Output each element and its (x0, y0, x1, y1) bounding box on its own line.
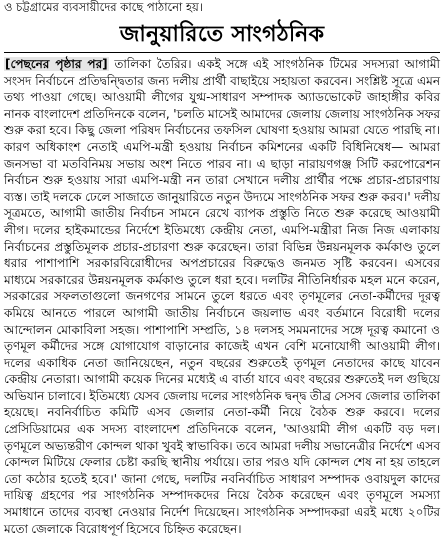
headline-rule (4, 52, 440, 53)
continued-tag: [পেছনের পৃষ্ঠার পর] (5, 57, 108, 71)
top-fragment: ও চট্টগ্রামের ব্যবসায়ীদের কাছে পাঠানো হয়। (4, 0, 203, 14)
article-text: তালিকা তৈরির। একই সঙ্গে এই সাংগঠনিক টিমের সদস্যরা আগামী সংসদ নির্বাচনে প্রতিদ্বন্দ্বিতার জন্য দলীয় প্রার্থী বাছাইয়ে সহায়তা করবেন। সংশ্লিষ্ট সূত্রে এমন তথ্য পাওয়া গেছে। আওয়ামী লীগের যুগ্ম-সাধারণ সম্পাদক অ্যাডভোকেট জাহাঙ্গীর কবির নানক বাংলাদেশ প্রতিদিনকে বলেন, 'চলতি মাসেই আমাদের জেলায় জেলায় সাংগঠনিক সফর শুরু করা হবে। কিছু জেলা পরিষদ নির্বাচনের তফসিল ঘোষণা হওয়ায় আমরা যেতে পারছি না। কারণ অধিকাংশ নেতাই এমপি-মন্ত্রী হওয়ায় নির্বাচন কমিশনের একটি বিধিনিষেধ— আমরা জনসভা বা মতবিনিময় সভায় অংশ নিতে পারব না। এ ছাড়া নারায়ণগঞ্জ সিটি করপোরেশন নির্বাচন শুরু হওয়ায় সারা এমপি-মন্ত্রী নন তারা সেখানে দলীয় প্রার্থীর পক্ষে প্রচার-প্রচারণায় ব্যস্ত। তাই দলকে ঢেলে সাজাতে জানুয়ারিতে নতুন উদ্যমে সাংগঠনিক সফর শুরু করব।' দলীয় সূত্রমতে, আগামী জাতীয় নির্বাচন সামনে রেখে ব্যাপক প্রস্তুতি নিতে শুরু করেছে আওয়ামী লীগ। দলের হাইকমান্ডের নির্দেশে ইতিমধ্যে কেন্দ্রীয় নেতা, এমপি-মন্ত্রীরা নিজ নিজ এলাকায় নির্বাচনের প্রস্তুতিমূলক প্রচার-প্রচারণা শুরু করেছেন। তারা বিভিন্ন উন্নয়নমূলক কর্মকাণ্ড তুলে ধরার পাশাপাশি সরকারবিরোধীদের অপপ্রচারের বিরুদ্ধেও জনমত সৃষ্টি করবেন। এসবের মাধ্যমে সরকারের উন্নয়নমূলক কর্মকাণ্ড তুলে ধরা হবে। দলটির নীতিনির্ধারক মহল মনে করেন, সরকারের সফলতাগুলো জনগণের সামনে তুলে ধরতে এবং তৃণমূলের নেতা-কর্মীদের দূরত্ব কমিয়ে আনতে পারলে আগামী জাতীয় নির্বাচনে জয়লাভ এবং বর্তমানে বিরোধী দলের আন্দোলন মোকাবিলা সহজ। পাশাপাশি সম্প্রতি, ১৪ দলসহ সমমনাদের সঙ্গে দূরত্ব কমানো ও তৃণমূল কর্মীদের সঙ্গে যোগাযোগ বাড়ানোর কাজেই এখন বেশি মনোযোগী আওয়ামী লীগ। দলের একাধিক নেতা জানিয়েছেন, নতুন বছরের শুরুতেই তৃণমূল নেতাদের কাছে যাবেন কেন্দ্রীয় নেতারা। আগামী কয়েক দিনের মধ্যেই এ বার্তা যাবে এবং বছরের শুরুতেই দল গুছিয়ে অভিযান চালাবে। ইতিমধ্যে যেসব জেলায় দলের সাংগঠনিক দ্বন্দ্ব তীব্র সেসব জেলার তালিকা হয়েছে। নবনির্বাচিত কমিটি এসব জেলার নেতা-কর্মী নিয়ে বৈঠক শুরু করবে। দলের প্রেসিডিয়ামের এক সদস্য বাংলাদেশ প্রতিদিনকে বলেন, 'আওয়ামী লীগ একটি বড় দল। তৃণমূলে অভ্যন্তরীণ কোন্দল থাকা খুবই স্বাভাবিক। তবে আমরা দলীয় সভানেত্রীর নির্দেশে এসব কোন্দল মিটিয়ে ফেলার চেষ্টা করছি স্থানীয় পর্যায়ে। তার পরও যদি কোন্দল শেষ না হয় তাহলে তো কঠোর হতেই হবে।' জানা গেছে, দলটির নবনির্বাচিত সাধারণ সম্পাদক ওবায়দুল কাদের দায়িত্ব গ্রহণের পর সাংগঠনিক সম্পাদকদের নিয়ে বৈঠক করেছেন এবং তৃণমূলে সমস্যা সমাধানে তাদের ব্যবস্থা নেওয়ার নির্দেশ দিয়েছেন। সাংগঠনিক সম্পাদকরা এরই মধ্যে ২০টির মতো জেলাকে বিরোধপূর্ণ হিসেবে চিহ্নিত করেছেন। (4, 57, 440, 536)
headline: জানুয়ারিতে সাংগঠনিক (119, 22, 325, 47)
headline-wrap (0, 22, 444, 48)
article-body (4, 56, 440, 536)
